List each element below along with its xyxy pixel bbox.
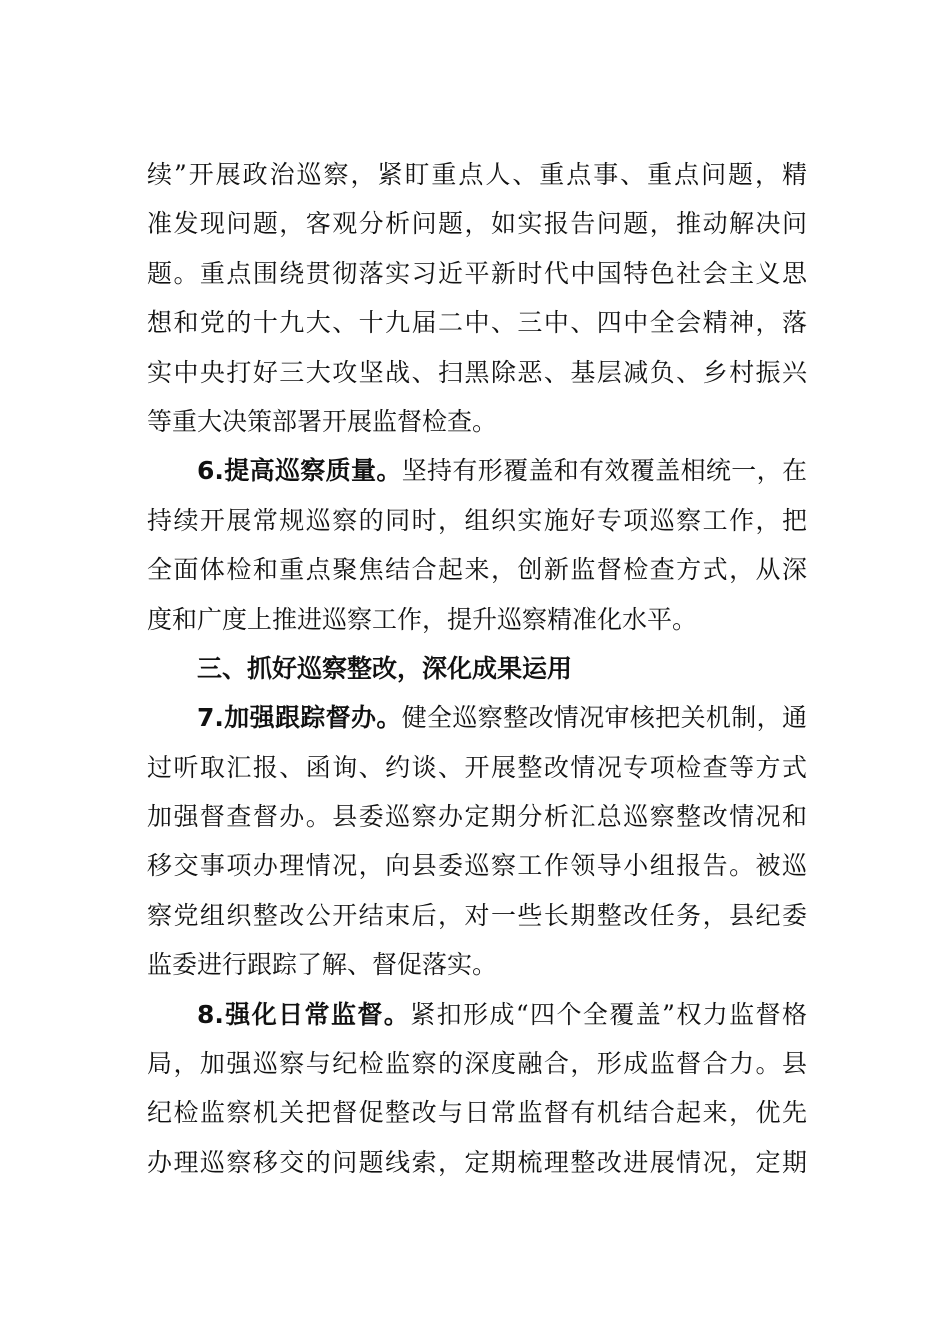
item8-first-line-text: 紧扣形成“四个全覆盖”权力监督格 [410,999,807,1029]
para1-line-6: 等重大决策部署开展监督检查。 [147,406,498,436]
item7-line-2: 过听取汇报、函询、约谈、开展整改情况专项检查等方式 [147,752,807,782]
item6-line-4: 度和广度上推进巡察工作，提升巡察精准化水平。 [147,604,698,634]
item8-first-line [147,990,807,1039]
para1-line-1: 续”开展政治巡察，紧盯重点人、重点事、重点问题，精 [147,160,807,189]
para1-line-5: 实中央打好三大攻坚战、扫黑除恶、基层减负、乡村振兴 [147,357,807,387]
item6-title: 6.提高巡察质量。 [197,456,402,486]
item6-first-line [147,446,807,495]
item7-title: 7.加强跟踪督办。 [197,703,402,733]
item8-line-2: 局，加强巡察与纪检监察的深度融合，形成监督合力。县 [147,1049,807,1079]
item6-line-3: 全面体检和重点聚焦结合起来，创新监督检查方式，从深 [147,555,807,585]
item8-title: 8.强化日常监督。 [197,999,411,1029]
item7-first-line-text: 健全巡察整改情况审核把关机制，通 [401,703,807,733]
para1-line-4: 想和党的十九大、十九届二中、三中、四中全会精神，落 [147,308,807,338]
item8-line-4: 办理巡察移交的问题线索，定期梳理整改进展情况，定期 [147,1147,807,1177]
section3-heading: 三、抓好巡察整改，深化成果运用 [197,653,573,683]
item7-line-4: 移交事项办理情况，向县委巡察工作领导小组报告。被巡 [147,851,807,881]
document-body [147,150,807,1187]
item6-first-line-text: 坚持有形覆盖和有效覆盖相统一，在 [401,456,807,486]
para1-line-2: 准发现问题，客观分析问题，如实报告问题，推动解决问 [147,209,807,239]
item7-first-line [147,693,807,742]
item7-line-3: 加强督查督办。县委巡察办定期分析汇总巡察整改情况和 [147,802,807,832]
item6-line-2: 持续开展常规巡察的同时，组织实施好专项巡察工作，把 [147,505,807,535]
item8-line-3: 纪检监察机关把督促整改与日常监督有机结合起来，优先 [147,1098,807,1128]
para1-line-3: 题。重点围绕贯彻落实习近平新时代中国特色社会主义思 [147,258,807,288]
item7-line-5: 察党组织整改公开结束后，对一些长期整改任务，县纪委 [147,900,807,930]
item7-line-6: 监委进行跟踪了解、督促落实。 [147,950,498,980]
